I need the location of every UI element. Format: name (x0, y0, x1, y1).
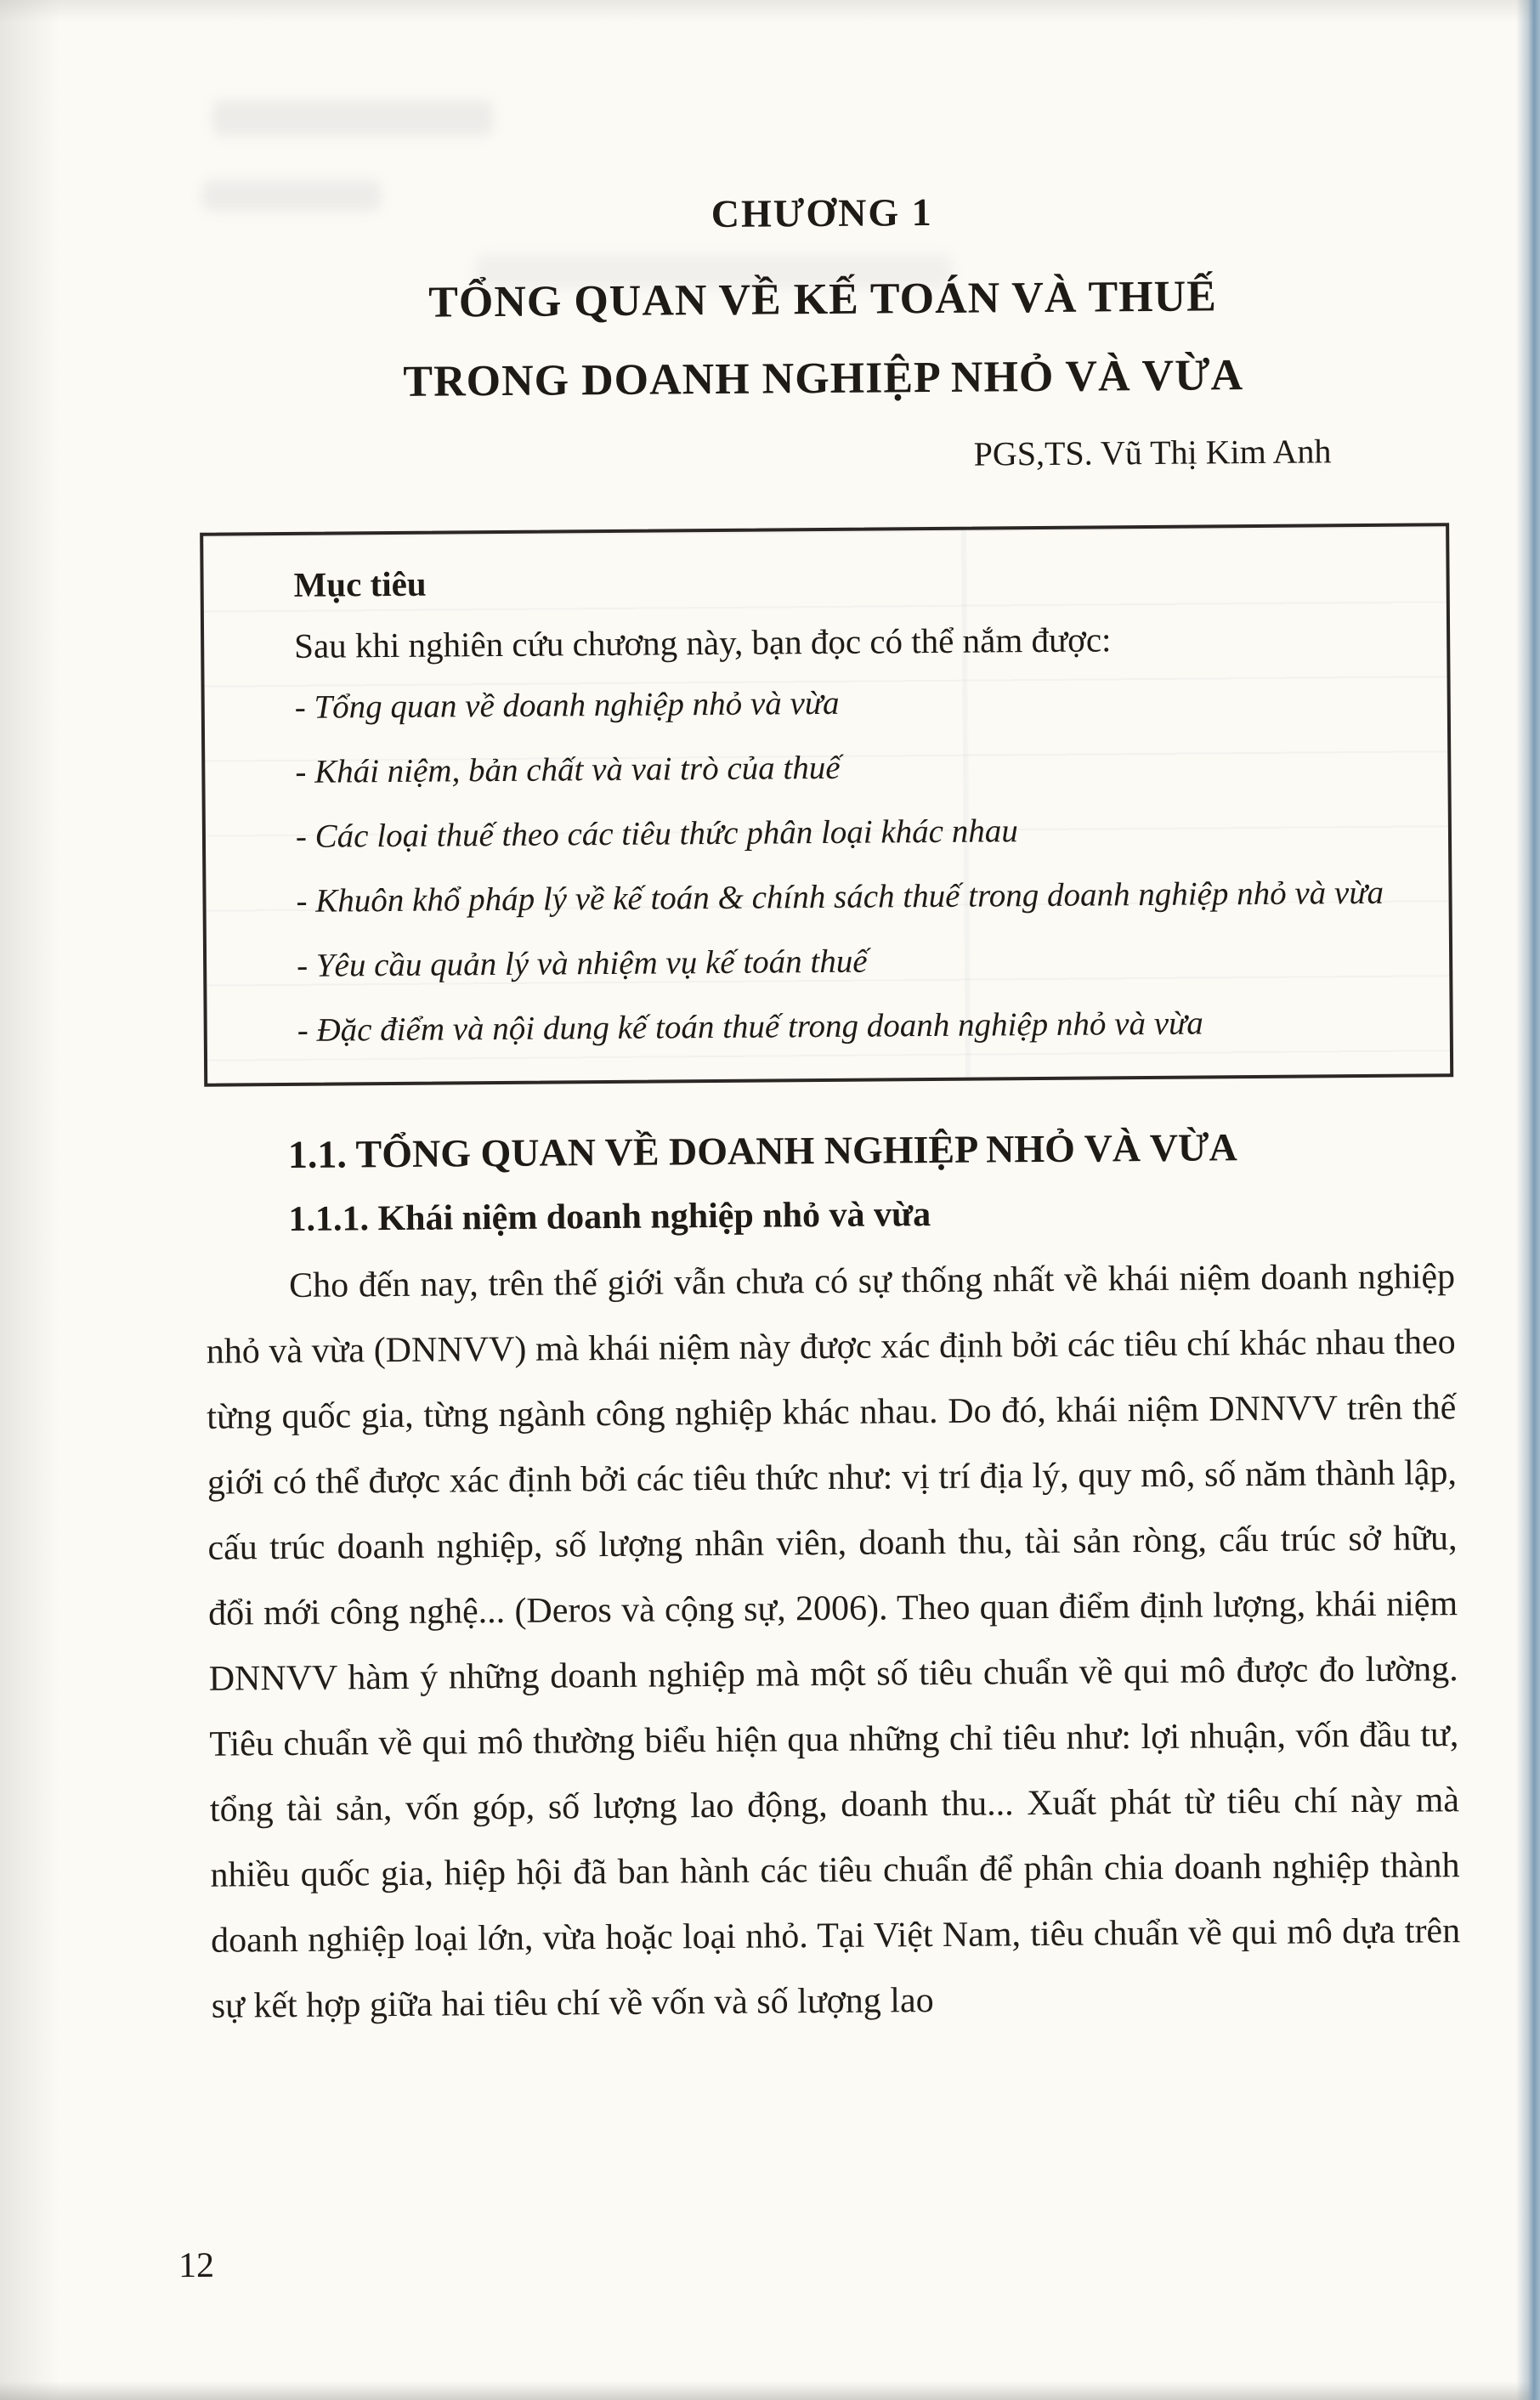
page-number: 12 (178, 2245, 215, 2286)
section-heading: 1.1. TỔNG QUAN VỀ DOANH NGHIỆP NHỎ VÀ VỪA (287, 1124, 1237, 1176)
objectives-heading: Mục tiêu (293, 563, 427, 604)
objective-item: - Tổng quan về doanh nghiệp nhỏ và vừa (294, 684, 840, 726)
scan-edge-right (1516, 0, 1540, 2400)
objective-item: - Các loại thuế theo các tiêu thức phân loại khác nhau (295, 812, 1018, 855)
author-name: PGS,TS. Vũ Thị Kim Anh (973, 432, 1332, 473)
objectives-box (200, 523, 1453, 1086)
subsection-heading: 1.1.1. Khái niệm doanh nghiệp nhỏ và vừa (288, 1194, 931, 1239)
chapter-label: CHƯƠNG 1 (711, 190, 933, 236)
objective-item: - Yêu cầu quản lý và nhiệm vụ kế toán thuế (296, 942, 868, 984)
chapter-title-line-1: TỔNG QUAN VỀ KẾ TOÁN VÀ THUẾ (427, 272, 1218, 327)
scan-edge-bottom (0, 2381, 1540, 2400)
objective-item: - Đặc điểm và nội dung kế toán thuế trong doanh nghiệp nhỏ và vừa (297, 1005, 1204, 1049)
objectives-intro: Sau khi nghiên cứu chương này, bạn đọc có thể nắm được: (294, 620, 1112, 665)
page-content (197, 185, 1461, 2039)
scan-edge-left (0, 0, 59, 2400)
chapter-title-line-2: TRONG DOANH NGHIỆP NHỎ VÀ VỪA (403, 350, 1244, 406)
scan-edge-top (0, 0, 1540, 22)
body-paragraph: Cho đến nay, trên thế giới vẫn chưa có sự thống nhất về khái niệm doanh nghiệp nhỏ và vừa (DNNVV) mà khái niệm này được xác định bởi các tiêu chí khác nhau theo từng quốc gia, từng ngành công nghiệp khác nhau. Do đó, khái niệm DNNVV trên thế giới có thể được xác định bởi các tiêu thức như: vị trí địa lý, quy mô, số năm thành lập, cấu trúc doanh nghiệp, số lượng nhân viên, doanh thu, tài sản ròng, cấu trúc sở hữu, đổi mới công nghệ... (Deros và cộng sự, 2006). Theo quan điểm định lượng, khái niệm DNNVV hàm ý những doanh nghiệp mà một số tiêu chuẩn về qui mô được đo lường. Tiêu chuẩn về qui mô thường biểu hiện qua những chỉ tiêu như: lợi nhuận, vốn đầu tư, tổng tài sản, vốn góp, số lượng lao động, doanh thu... Xuất phát từ tiêu chí này mà nhiều quốc gia, hiệp hội đã ban hành các tiêu chuẩn để phân chia doanh nghiệp thành doanh nghiệp loại lớn, vừa hoặc loại nhỏ. Tại Việt Nam, tiêu chuẩn về qui mô dựa trên sự kết hợp giữa hai tiêu chí về vốn và số lượng lao (206, 1256, 1461, 2026)
objective-item: - Khái niệm, bản chất và vai trò của thuế (295, 749, 841, 790)
bleed-through-mark (212, 100, 493, 136)
objective-item: - Khuôn khổ pháp lý về kế toán & chính sách thuế trong doanh nghiệp nhỏ và vừa (296, 874, 1384, 920)
chapter-title (198, 256, 1448, 423)
